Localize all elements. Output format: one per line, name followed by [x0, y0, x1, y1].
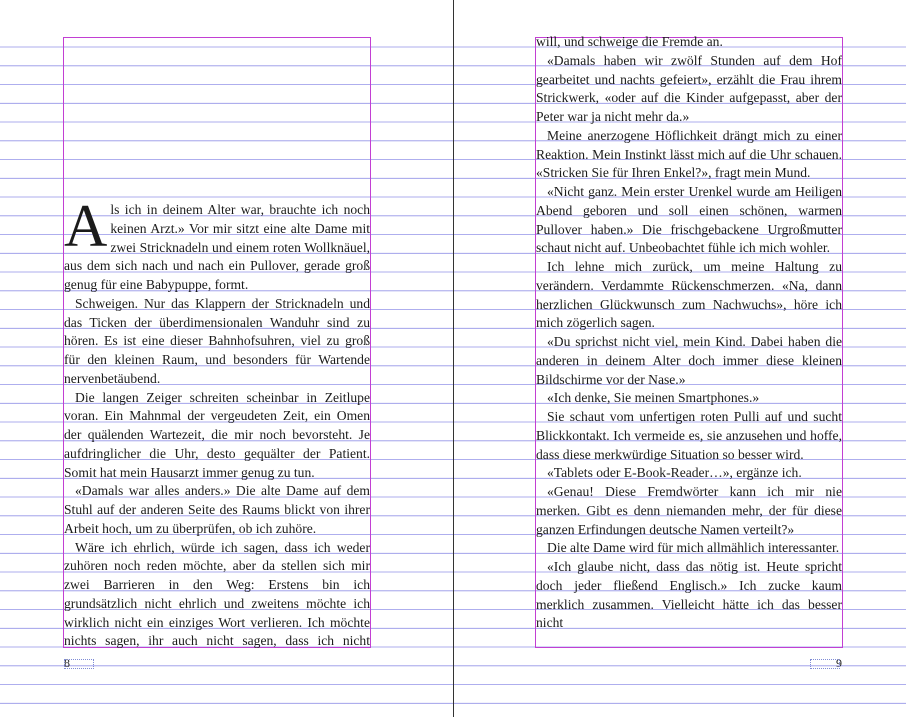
- paragraph: Meine anerzogene Höflichkeit drängt mich zu einer Reaktion. Mein Instinkt lässt mich auf die Uhr schauen. «Stricken Sie für Ihren Enkel?», fragt mein Mund.: [536, 127, 842, 181]
- paragraph: «Du sprichst nicht viel, mein Kind. Dabei haben die anderen in deinem Alter doch immer diese kleinen Bildschirme vor der Nase.»: [536, 334, 842, 387]
- paragraph: «Damals haben wir zwölf Stunden auf dem Hof gearbeitet und nachts gefeiert», erzählt die Frau ihrem Strickwerk, «oder auf die Kinder aufgepasst, aber der Peter war ja nicht mehr da.»: [536, 52, 842, 124]
- paragraph: will, und schweige die Fremde an.: [536, 34, 723, 49]
- right-folio-frame[interactable]: [810, 659, 840, 669]
- page-spine: [453, 0, 454, 717]
- paragraph: «Tablets oder E-Book-Reader…», ergänze ich.: [547, 465, 802, 481]
- left-page-text-frame[interactable]: [64, 201, 370, 648]
- paragraph: «Nicht ganz. Mein erster Urenkel wurde am Heiligen Abend geboren und soll einen schönen, warmen Pullover haben.» Die frischgebackene Urgroßmutter schaut nicht auf. Unbeobachtet fühle ich mich wohler.: [536, 184, 842, 256]
- left-folio-frame[interactable]: [64, 659, 94, 669]
- paragraph: Wäre ich ehrlich, würde ich sagen, dass ich weder zuhören noch reden möchte, aber da stellen sich mir zwei Barrieren in den Weg: Erstens bin ich grundsätzlich nicht ehrlich und zweitens möchte ich wirklich nicht ein einziges Wort verlieren. Ich möchte nichts sagen, ihr auch nicht sagen, dass ich nicht: [64, 539, 370, 648]
- paragraph: «Damals war alles anders.» Die alte Dame auf dem Stuhl auf der anderen Seite des Raums blickt von ihrer Arbeit hoch, um zu überprüfen, ob ich zuhöre.: [64, 483, 370, 536]
- right-page-number: 9: [836, 656, 842, 670]
- paragraph: Schweigen. Nur das Klappern der Stricknadeln und das Ticken der überdimensionalen Wanduhr sind zu hören. Es ist eine dieser Bahnhofsuhren, viel zu groß für den kleinen Raum, und besonders für Wartende nervenbetäubend.: [64, 295, 370, 386]
- paragraph: «Ich denke, Sie meinen Smartphones.»: [547, 390, 760, 406]
- paragraph: Die langen Zeiger schreiten scheinbar in Zeitlupe voran. Ein Mahnmal der vergeudeten Zeit, ein Omen der quälenden Wartezeit, die mir noch bevorsteht. Je aufdringlicher die Uhr, desto gequälter der Patient. Somit hat mein Hausarzt immer genug zu tun.: [64, 389, 370, 480]
- drop-cap: A: [64, 201, 108, 259]
- paragraph: «Ich glaube nicht, dass das nötig ist. Heute spricht doch jeder fließend Englisch.» Ich zucke kaum merklich zusammen. Vielleicht hätte ich das besser nicht: [536, 559, 842, 631]
- paragraph: Als ich in deinem Alter war, brauchte ich noch keinen Arzt.» Vor mir sitzt eine alte Dame mit zwei Stricknadeln und einem roten Wollknäuel, aus dem sich nach und nach ein Pullover, gerade groß genug für eine Babypuppe, formt.: [64, 201, 370, 292]
- paragraph: Ich lehne mich zurück, um meine Haltung zu verändern. Verdammte Rückenschmerzen. «Na, dann herzlichen Glückwunsch zum Nachwuchs», höre ich mich zögerlich sagen.: [536, 259, 842, 331]
- right-page-text-frame[interactable]: [536, 33, 842, 648]
- paragraph: Sie schaut vom unfertigen roten Pulli auf und sucht Blickkontakt. Ich vermeide es, sie anzusehen und hoffe, dass diese merkwürdige Situation so besser wird.: [536, 409, 842, 462]
- paragraph: «Genau! Diese Fremdwörter kann ich mir nie merken. Gibt es denn niemanden mehr, der für diese ganzen Erfindungen deutsche Namen verteilt?»: [536, 484, 842, 537]
- left-page-number: 8: [64, 656, 70, 670]
- paragraph: Die alte Dame wird für mich allmählich interessanter.: [547, 540, 840, 556]
